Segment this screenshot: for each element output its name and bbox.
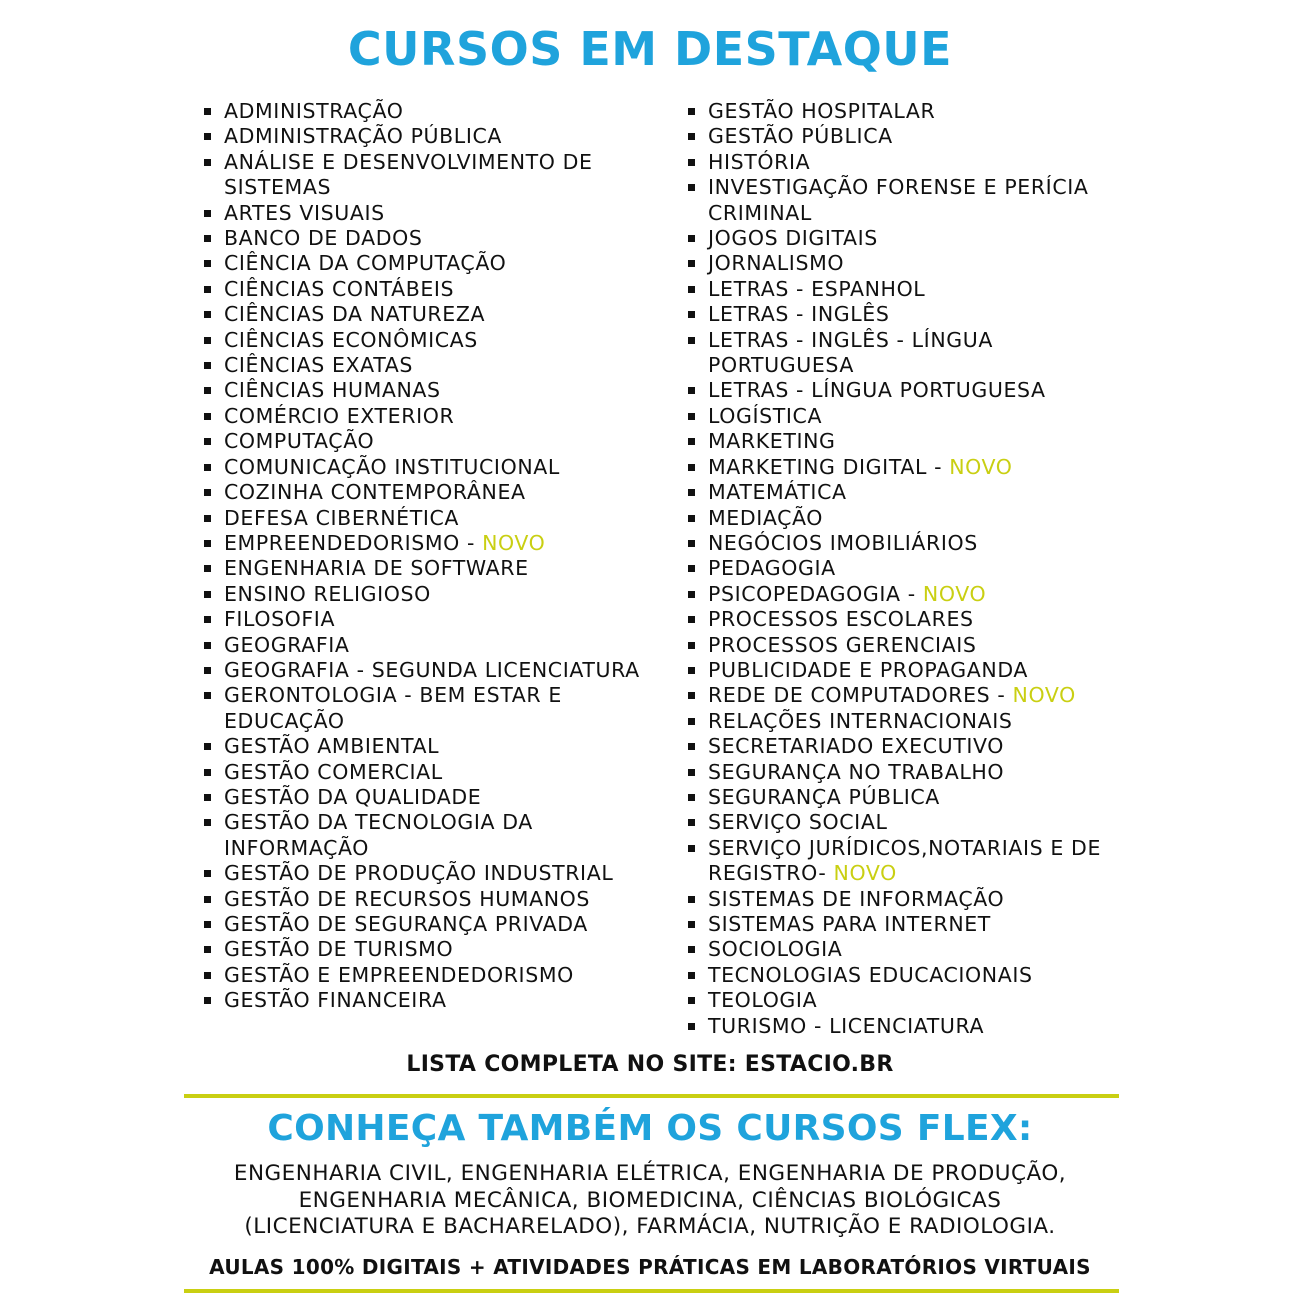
course-label: GESTÃO FINANCEIRA <box>224 988 447 1013</box>
course-item <box>202 963 652 988</box>
course-list-right <box>686 99 1146 1039</box>
course-label: SERVIÇO SOCIAL <box>708 810 888 835</box>
course-label: CIÊNCIAS DA NATUREZA <box>224 302 486 327</box>
course-item <box>202 683 652 734</box>
course-item <box>686 124 1146 149</box>
course-label: HISTÓRIA <box>708 149 811 174</box>
course-label: CIÊNCIAS CONTÁBEIS <box>224 276 455 301</box>
course-item <box>202 607 652 632</box>
course-label: GESTÃO COMERCIAL <box>224 759 443 784</box>
course-label: GEOGRAFIA <box>224 632 350 657</box>
course-item <box>686 658 1146 683</box>
course-label: MARKETING DIGITAL - <box>708 454 950 479</box>
course-item <box>202 556 652 581</box>
course-item <box>202 455 652 480</box>
course-label: BANCO DE DADOS <box>224 226 423 251</box>
course-label: SOCIOLOGIA <box>708 937 843 962</box>
flex-courses-text <box>150 1161 1150 1241</box>
course-item <box>202 124 652 149</box>
course-item <box>202 912 652 937</box>
course-item <box>686 251 1146 276</box>
course-item <box>686 531 1146 556</box>
course-item <box>686 328 1146 379</box>
course-item <box>202 277 652 302</box>
course-item <box>686 988 1146 1013</box>
course-item <box>686 378 1146 403</box>
course-item <box>202 302 652 327</box>
course-label: NEGÓCIOS IMOBILIÁRIOS <box>708 530 978 555</box>
course-item <box>686 836 1146 887</box>
course-item <box>686 302 1146 327</box>
course-label: RELAÇÕES INTERNACIONAIS <box>708 708 1013 733</box>
course-label: MEDIAÇÃO <box>708 505 824 530</box>
novo-badge: NOVO <box>833 861 897 886</box>
course-item <box>686 607 1146 632</box>
course-item <box>686 582 1146 607</box>
course-label: GESTÃO PÚBLICA <box>708 124 893 149</box>
course-item <box>202 988 652 1013</box>
course-item <box>202 861 652 886</box>
course-item <box>202 937 652 962</box>
course-item <box>686 785 1146 810</box>
course-item <box>686 556 1146 581</box>
flex-text-line: (LICENCIATURA E BACHARELADO), FARMÁCIA, NUTRIÇÃO E RADIOLOGIA. <box>244 1214 1056 1239</box>
course-item <box>202 734 652 759</box>
course-label: TURISMO - LICENCIATURA <box>708 1013 985 1038</box>
course-label: ENSINO RELIGIOSO <box>224 581 431 606</box>
divider-bottom <box>184 1289 1119 1293</box>
course-item <box>686 404 1146 429</box>
course-label: MATEMÁTICA <box>708 480 847 505</box>
course-label: REDE DE COMPUTADORES - <box>708 683 1013 708</box>
course-label: LETRAS - LÍNGUA PORTUGUESA <box>708 378 1046 403</box>
course-label: SEGURANÇA NO TRABALHO <box>708 759 1005 784</box>
course-label: GESTÃO E EMPREENDEDORISMO <box>224 962 574 987</box>
course-item <box>686 683 1146 708</box>
course-item <box>686 150 1146 175</box>
course-label: GESTÃO DE TURISMO <box>224 937 454 962</box>
course-label: GESTÃO DE SEGURANÇA PRIVADA <box>224 912 588 936</box>
course-item <box>686 709 1146 734</box>
flex-text-line: ENGENHARIA CIVIL, ENGENHARIA ELÉTRICA, ENGENHARIA DE PRODUÇÃO, <box>233 1161 1067 1186</box>
course-label: EMPREENDEDORISMO - <box>224 530 483 555</box>
course-item <box>202 226 652 251</box>
course-item <box>686 760 1146 785</box>
course-item <box>686 810 1146 835</box>
course-item <box>686 887 1146 912</box>
course-item <box>686 226 1146 251</box>
course-list-left <box>202 99 652 1014</box>
course-item <box>202 785 652 810</box>
digital-classes-line: AULAS 100% DIGITAIS + ATIVIDADES PRÁTICAS EM LABORATÓRIOS VIRTUAIS <box>209 1255 1091 1279</box>
novo-badge: NOVO <box>949 454 1013 479</box>
novo-badge: NOVO <box>1012 683 1076 708</box>
course-label: GESTÃO DA TECNOLOGIA DA INFORMAÇÃO <box>224 810 533 860</box>
course-label: GESTÃO DE RECURSOS HUMANOS <box>224 886 591 911</box>
course-item <box>202 99 652 124</box>
course-item <box>202 531 652 556</box>
full-list-site-line: LISTA COMPLETA NO SITE: ESTACIO.BR <box>406 1052 894 1077</box>
course-label: CIÊNCIA DA COMPUTAÇÃO <box>224 251 507 276</box>
novo-badge: NOVO <box>482 530 546 555</box>
course-label: GESTÃO DE PRODUÇÃO INDUSTRIAL <box>224 861 614 886</box>
course-item <box>686 912 1146 937</box>
course-label: GERONTOLOGIA - BEM ESTAR E EDUCAÇÃO <box>224 683 562 733</box>
course-item <box>202 760 652 785</box>
course-item <box>686 429 1146 454</box>
course-label: INVESTIGAÇÃO FORENSE E PERÍCIA CRIMINAL <box>708 175 1089 225</box>
course-item <box>202 480 652 505</box>
course-label: SECRETARIADO EXECUTIVO <box>708 734 1005 759</box>
course-label: LOGÍSTICA <box>708 403 823 428</box>
course-item <box>202 201 652 226</box>
course-label: TEOLOGIA <box>708 988 818 1013</box>
course-item <box>686 99 1146 124</box>
course-item <box>686 963 1146 988</box>
course-item <box>202 404 652 429</box>
course-item <box>686 937 1146 962</box>
course-label: PROCESSOS GERENCIAIS <box>708 632 977 657</box>
course-item <box>202 328 652 353</box>
course-label: CIÊNCIAS EXATAS <box>224 353 413 378</box>
course-item <box>686 175 1146 226</box>
course-label: JOGOS DIGITAIS <box>708 226 878 251</box>
course-label: LETRAS - INGLÊS <box>708 302 890 327</box>
course-item <box>202 582 652 607</box>
course-label: SISTEMAS DE INFORMAÇÃO <box>708 886 1005 911</box>
course-item <box>202 150 652 201</box>
course-label: COMUNICAÇÃO INSTITUCIONAL <box>224 454 560 479</box>
course-label: SERVIÇO JURÍDICOS,NOTARIAIS E DE REGISTRO- <box>708 835 1101 886</box>
course-label: GESTÃO DA QUALIDADE <box>224 784 482 809</box>
course-label: COMPUTAÇÃO <box>224 429 375 454</box>
course-label: GESTÃO HOSPITALAR <box>708 99 936 123</box>
course-label: GEOGRAFIA - SEGUNDA LICENCIATURA <box>224 657 640 682</box>
course-label: ADMINISTRAÇÃO <box>224 99 404 123</box>
course-item <box>202 887 652 912</box>
course-item <box>686 277 1146 302</box>
course-item <box>686 455 1146 480</box>
course-label: SEGURANÇA PÚBLICA <box>708 784 940 809</box>
course-label: LETRAS - ESPANHOL <box>708 276 926 301</box>
course-label: PROCESSOS ESCOLARES <box>708 607 974 632</box>
course-item <box>686 633 1146 658</box>
course-label: ARTES VISUAIS <box>224 200 385 225</box>
course-item <box>686 480 1146 505</box>
course-label: DEFESA CIBERNÉTICA <box>224 505 460 530</box>
course-label: ADMINISTRAÇÃO PÚBLICA <box>224 124 502 149</box>
page-title: CURSOS EM DESTAQUE <box>347 22 953 76</box>
course-item <box>202 810 652 861</box>
course-item <box>202 378 652 403</box>
course-label: PSICOPEDAGOGIA - <box>708 581 923 606</box>
course-label: FILOSOFIA <box>224 607 336 632</box>
flex-text-line: ENGENHARIA MECÂNICA, BIOMEDICINA, CIÊNCIAS BIOLÓGICAS <box>298 1187 1002 1213</box>
course-item <box>686 506 1146 531</box>
divider-top <box>184 1094 1119 1098</box>
course-item <box>202 353 652 378</box>
course-label: COZINHA CONTEMPORÂNEA <box>224 480 526 505</box>
course-item <box>202 429 652 454</box>
course-item <box>202 506 652 531</box>
course-label: ENGENHARIA DE SOFTWARE <box>224 556 529 581</box>
course-label: CIÊNCIAS HUMANAS <box>224 378 441 403</box>
course-label: ANÁLISE E DESENVOLVIMENTO DE SISTEMAS <box>224 149 593 200</box>
course-label: COMÉRCIO EXTERIOR <box>224 403 455 428</box>
course-item <box>686 734 1146 759</box>
course-label: SISTEMAS PARA INTERNET <box>708 912 991 936</box>
flex-courses-title: CONHEÇA TAMBÉM OS CURSOS FLEX: <box>267 1108 1033 1149</box>
novo-badge: NOVO <box>922 581 987 606</box>
course-label: PEDAGOGIA <box>708 556 836 581</box>
course-item <box>202 633 652 658</box>
course-label: PUBLICIDADE E PROPAGANDA <box>708 657 1028 682</box>
course-label: TECNOLOGIAS EDUCACIONAIS <box>708 962 1033 987</box>
course-label: JORNALISMO <box>708 251 845 276</box>
course-label: MARKETING <box>708 429 836 454</box>
course-label: CIÊNCIAS ECONÔMICAS <box>224 327 478 352</box>
course-label: LETRAS - INGLÊS - LÍNGUA PORTUGUESA <box>708 327 993 378</box>
course-item <box>202 658 652 683</box>
course-item <box>686 1014 1146 1039</box>
course-label: GESTÃO AMBIENTAL <box>224 734 440 759</box>
course-item <box>202 251 652 276</box>
